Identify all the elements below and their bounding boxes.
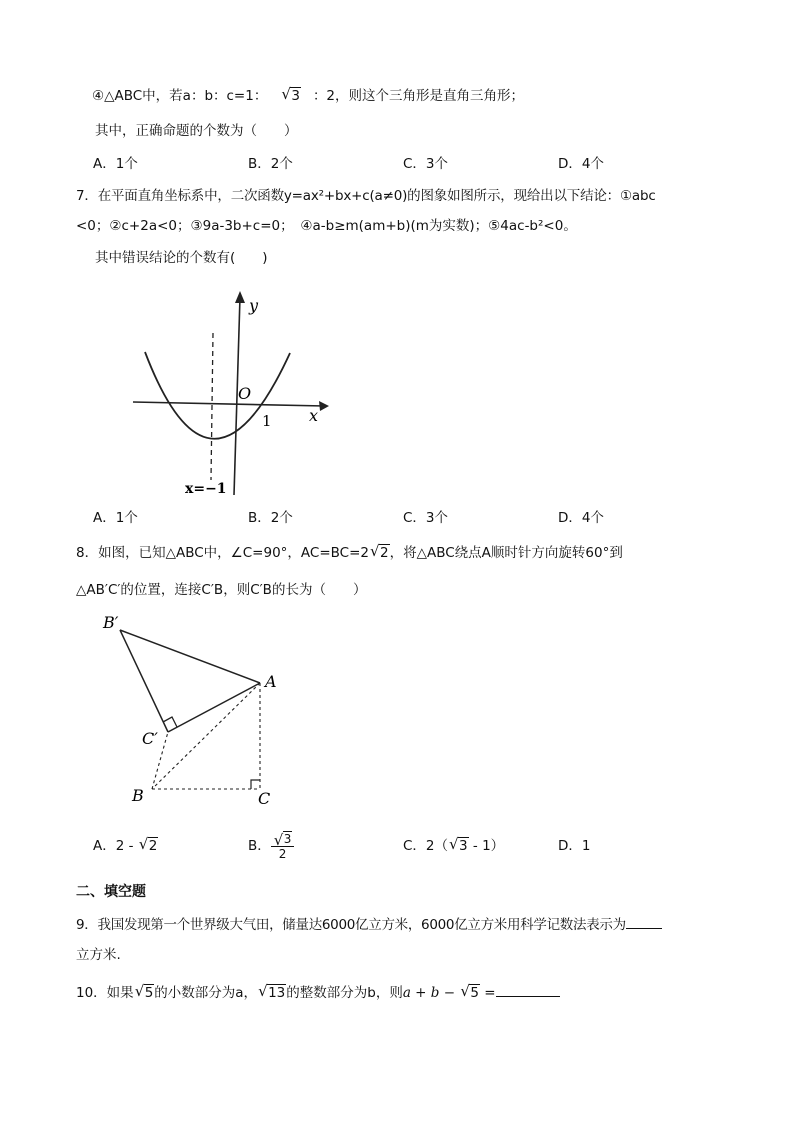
q9-answer-blank[interactable]	[626, 914, 662, 929]
q6-option-b[interactable]: B．2个	[248, 156, 293, 172]
sqrt-5: √ 5	[134, 982, 154, 1001]
sqrt-3: √ 3	[449, 835, 468, 854]
sqrt-2: √ 2	[138, 835, 158, 854]
symmetry-line-label: x=−1	[185, 481, 227, 497]
q8-option-d[interactable]: D．1	[558, 838, 591, 854]
q7-parabola-graph	[125, 285, 345, 500]
q6-option-c[interactable]: C．3个	[403, 156, 449, 172]
q8-stem-line1: 8．如图，已知△ABC中，∠C=90°，AC=BC=2 √ 2，将△ABC绕点A顺时针方向旋转60°到	[76, 542, 623, 561]
q10-stem: 10．如果 √ 5的小数部分为a， √ 13的整数部分为b，则a + b − √ 5 =	[76, 982, 560, 1003]
segment-c-prime-a	[168, 683, 260, 732]
q7-stem-line1: 7．在平面直角坐标系中，二次函数y=ax²+bx+c(a≠0)的图象如图所示，现给出以下结论：①abc	[76, 188, 656, 204]
q9-stem-line2: 立方米.	[76, 947, 121, 963]
q6-item4: ④△ABC中，若a：b：c=1： √ 3 ：2，则这个三角形是直角三角形；	[92, 85, 525, 104]
x-axis-arrow-icon	[319, 401, 329, 411]
q7-option-d[interactable]: D．4个	[558, 510, 604, 526]
symmetry-line	[211, 333, 213, 480]
x-axis-label: x	[309, 406, 319, 425]
label-c-prime: C′	[142, 729, 158, 748]
y-axis-arrow-icon	[235, 291, 245, 303]
q7-stem-line2: <0；②c+2a<0；③9a-3b+c=0； ④a-b≥m(am+b)(m为实数)；⑤4ac-b²<0。	[76, 218, 577, 234]
q7-option-b[interactable]: B．2个	[248, 510, 293, 526]
q7-question: 其中错误结论的个数有( )	[95, 250, 268, 266]
sqrt-3: √ 3	[281, 85, 300, 104]
q8-triangle-figure	[95, 610, 295, 810]
q8-option-b[interactable]: B． √ 3 2	[248, 826, 294, 866]
sqrt-3: √ 3	[273, 830, 292, 849]
tick-one-label: 1	[262, 412, 272, 430]
right-angle-mark-c	[251, 780, 260, 789]
section-title-fill-in: 二、填空题	[76, 884, 146, 900]
q6-question: 其中，正确命题的个数为（ ）	[95, 123, 298, 139]
q6-option-d[interactable]: D．4个	[558, 156, 604, 172]
q8-option-a[interactable]: A．2 - √ 2	[93, 835, 158, 854]
q8-stem-line2: △AB′C′的位置，连接C′B，则C′B的长为（ ）	[76, 582, 367, 598]
label-c: C	[258, 789, 271, 808]
q9-stem-line1: 9．我国发现第一个世界级大气田，储量达6000亿立方米，6000亿立方米用科学记数法表示为	[76, 914, 662, 935]
q7-option-a[interactable]: A．1个	[93, 510, 138, 526]
sqrt-2: √ 2	[370, 542, 389, 561]
sqrt-5: √ 5	[460, 982, 479, 1001]
label-a: A	[265, 672, 277, 691]
sqrt-13: √ 13	[258, 982, 286, 1001]
label-b: B	[132, 786, 144, 805]
dashed-a-b	[152, 683, 260, 789]
x-axis	[133, 402, 325, 406]
label-b-prime: B′	[103, 613, 119, 632]
q6-option-a[interactable]: A．1个	[93, 156, 138, 172]
y-axis-label: y	[249, 296, 259, 315]
q7-option-c[interactable]: C．3个	[403, 510, 449, 526]
q8-option-c[interactable]: C．2（ √ 3 - 1）	[403, 835, 505, 854]
origin-label: O	[238, 384, 252, 403]
fraction-sqrt3-over-2: √ 3 2	[271, 832, 295, 861]
q10-answer-blank[interactable]	[496, 982, 560, 997]
